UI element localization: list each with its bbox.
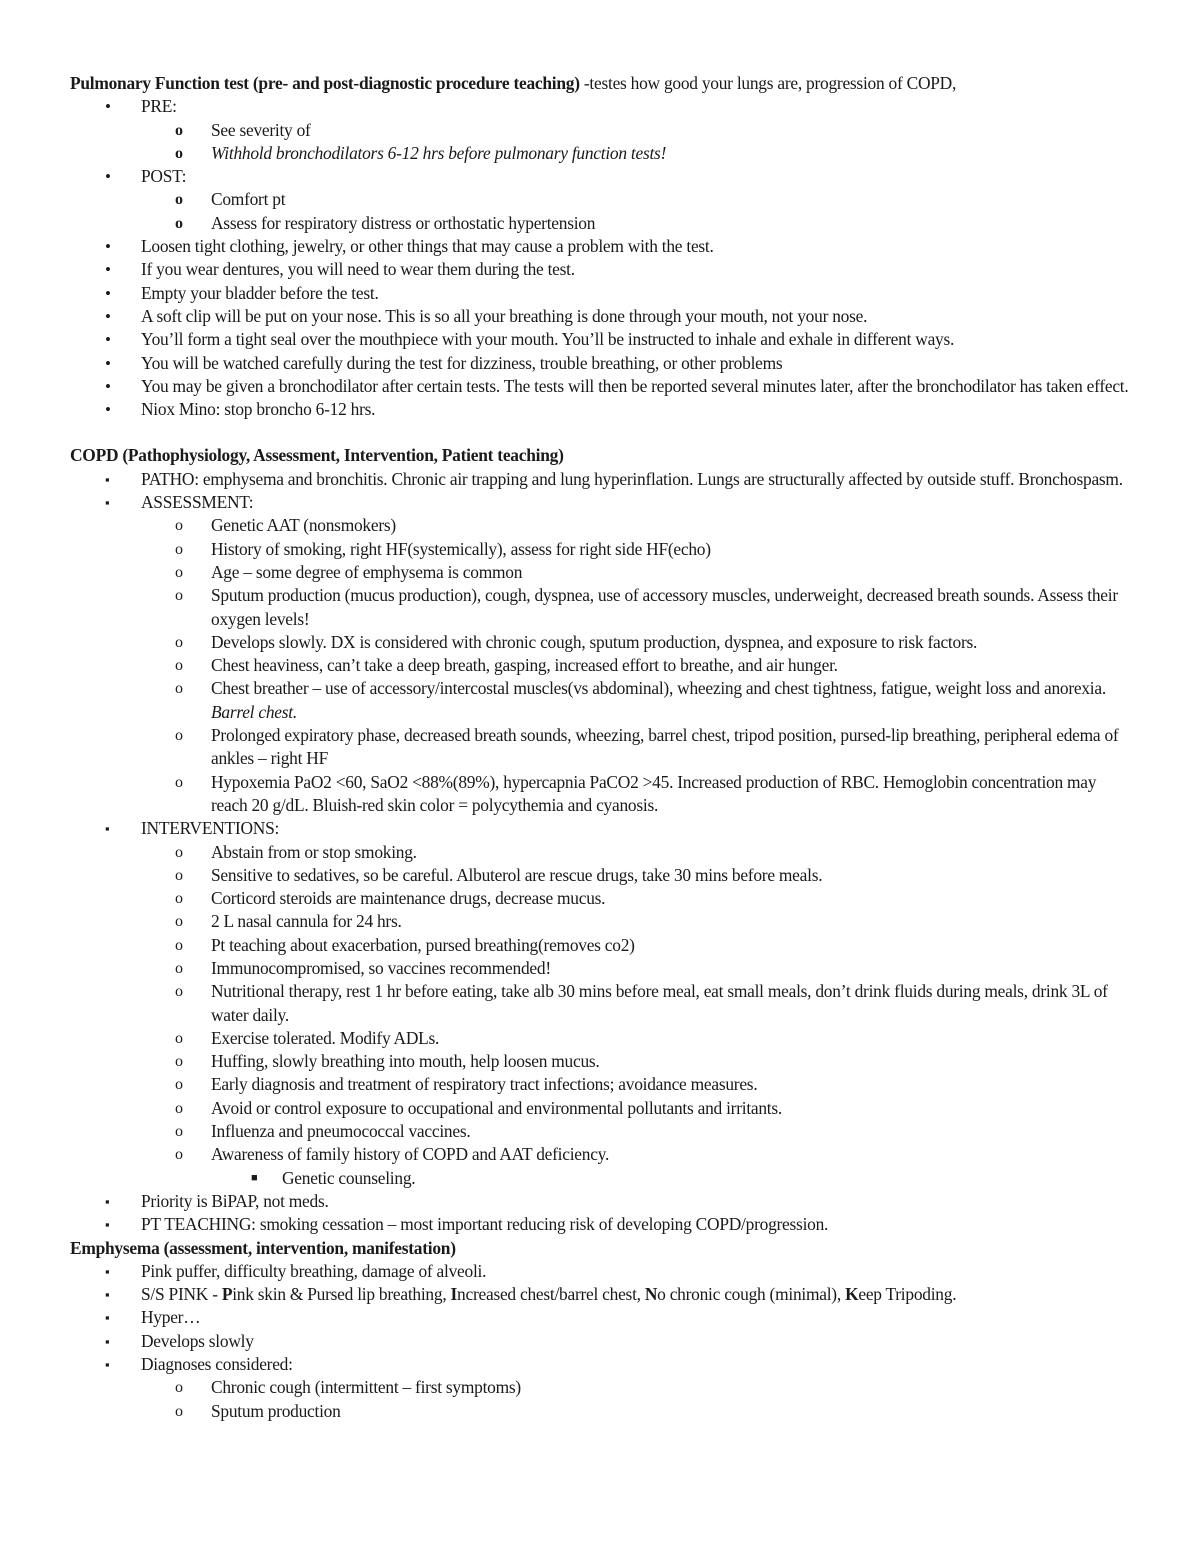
- list-item: [70, 1260, 1130, 1283]
- circle-bullet-icon: o: [175, 773, 183, 791]
- section-pulmonary-function-test: [70, 72, 1130, 421]
- list-item: [70, 282, 1130, 305]
- sub-list-item: [70, 584, 1130, 631]
- bullet-icon: ▪: [105, 821, 110, 837]
- item-text: ASSESSMENT:: [141, 492, 254, 513]
- sub-list-item: [70, 934, 1130, 957]
- circle-bullet-icon: o: [175, 144, 183, 162]
- circle-bullet-icon: o: [175, 959, 183, 977]
- item-text: Huffing, slowly breathing into mouth, help loosen mucus.: [211, 1051, 600, 1072]
- circle-bullet-icon: o: [175, 680, 183, 698]
- item-text: You’ll form a tight seal over the mouthpiece with your mouth. You’ll be instructed to inhale and exhale in different ways.: [141, 329, 955, 350]
- circle-bullet-icon: o: [175, 913, 183, 931]
- circle-bullet-icon: o: [175, 1099, 183, 1117]
- circle-bullet-icon: o: [175, 633, 183, 651]
- sub-list-item: [70, 1143, 1130, 1166]
- sub-list-item: [70, 1050, 1130, 1073]
- list-item: [70, 1353, 1130, 1376]
- item-text: Pink puffer, difficulty breathing, damage of alveoli.: [141, 1260, 487, 1281]
- item-text-segment: ink skin & Pursed lip breathing,: [232, 1284, 451, 1305]
- bullet-icon: •: [105, 376, 111, 396]
- sub-list-item: [70, 864, 1130, 887]
- item-text: 2 L nasal cannula for 24 hrs.: [211, 911, 402, 932]
- list-item: [70, 1213, 1130, 1236]
- list-item: [70, 468, 1130, 491]
- sub-list-item: [70, 1097, 1130, 1120]
- square-bullet-icon: ■: [251, 1171, 258, 1184]
- item-text: Genetic AAT (nonsmokers): [211, 515, 396, 536]
- bullet-icon: ▪: [105, 471, 110, 487]
- item-text-segment: eep Tripoding.: [858, 1284, 957, 1305]
- item-text: Sputum production: [211, 1400, 341, 1421]
- bullet-icon: •: [105, 97, 111, 117]
- sub-list-item: [70, 910, 1130, 933]
- sub-list-item: [70, 142, 1130, 165]
- item-text: PRE:: [141, 96, 177, 117]
- bullet-icon: •: [105, 306, 111, 326]
- list-item: [70, 352, 1130, 375]
- sub-list-item: [70, 561, 1130, 584]
- item-text: Chronic cough (intermittent – first symptoms): [211, 1377, 521, 1398]
- item-text-emphasis: Barrel chest.: [211, 701, 297, 722]
- sub-list-item: [70, 1376, 1130, 1399]
- sub-list-item: [70, 887, 1130, 910]
- section-heading: [70, 72, 1130, 95]
- sub-list-item: [70, 538, 1130, 561]
- circle-bullet-icon: o: [175, 727, 183, 745]
- section-emphysema-assessment-intervention: [70, 1237, 1130, 1423]
- circle-bullet-icon: o: [175, 587, 183, 605]
- circle-bullet-icon: o: [175, 1053, 183, 1071]
- section-heading-title: COPD (Pathophysiology, Assessment, Intervention, Patient teaching): [70, 445, 564, 466]
- bullet-icon: •: [105, 353, 111, 373]
- circle-bullet-icon: o: [175, 540, 183, 558]
- circle-bullet-icon: o: [175, 890, 183, 908]
- circle-bullet-icon: o: [175, 1029, 183, 1047]
- circle-bullet-icon: o: [175, 1123, 183, 1141]
- item-text: Influenza and pneumococcal vaccines.: [211, 1121, 471, 1142]
- circle-bullet-icon: o: [175, 1379, 183, 1397]
- item-text-segment: ncreased chest/barrel chest,: [457, 1284, 645, 1305]
- sub-list-item: [70, 724, 1130, 771]
- sub-list-item: [70, 980, 1130, 1027]
- item-text: Pt teaching about exacerbation, pursed breathing(removes co2): [211, 934, 635, 955]
- circle-bullet-icon: o: [175, 983, 183, 1001]
- sub-list-item: [70, 631, 1130, 654]
- list-item: [70, 1306, 1130, 1329]
- document-body: [70, 72, 1130, 1423]
- item-text: Sensitive to sedatives, so be careful. Albuterol are rescue drugs, take 30 mins before meals.: [211, 864, 823, 885]
- item-text: Withhold bronchodilators 6-12 hrs before pulmonary function tests!: [211, 142, 667, 163]
- item-text-segment: o chronic cough (minimal),: [657, 1284, 846, 1305]
- item-text-segment: P: [221, 1284, 233, 1305]
- item-text: Priority is BiPAP, not meds.: [141, 1190, 329, 1211]
- bullet-icon: •: [105, 400, 111, 420]
- circle-bullet-icon: o: [175, 214, 183, 232]
- item-text-segment: K: [845, 1284, 859, 1305]
- item-text: Nutritional therapy, rest 1 hr before eating, take alb 30 mins before meal, eat small meals, don’t drink fluids during meals, drink 3L of water daily.: [211, 981, 1108, 1025]
- bullet-icon: •: [105, 237, 111, 257]
- list-item: [70, 328, 1130, 351]
- list-item: [70, 491, 1130, 514]
- bullet-icon: ▪: [105, 495, 110, 511]
- section-copd-pathophysiology-assessment: [70, 444, 1130, 1236]
- sub-sub-list-item: [70, 1167, 1130, 1190]
- bullet-icon: •: [105, 283, 111, 303]
- list-item: [70, 235, 1130, 258]
- sub-list-item: [70, 841, 1130, 864]
- sub-list-item: [70, 771, 1130, 818]
- list-item: [70, 1283, 1130, 1306]
- item-text: See severity of: [211, 119, 311, 140]
- circle-bullet-icon: o: [175, 1076, 183, 1094]
- sub-list-item: [70, 1027, 1130, 1050]
- item-text: Early diagnosis and treatment of respiratory tract infections; avoidance measures.: [211, 1074, 758, 1095]
- circle-bullet-icon: o: [175, 1402, 183, 1420]
- list-item: [70, 1190, 1130, 1213]
- bullet-icon: ▪: [105, 1357, 110, 1373]
- circle-bullet-icon: o: [175, 936, 183, 954]
- item-text: Diagnoses considered:: [141, 1354, 293, 1375]
- item-text: Hypoxemia PaO2 <60, SaO2 <88%(89%), hypercapnia PaCO2 >45. Increased production of RBC. Hemoglobin concentration may reach 20 g/dL. Bluish-red skin color = polycythemia and cyanosis.: [211, 771, 1097, 815]
- item-text: Chest heaviness, can’t take a deep breath, gasping, increased effort to breathe, and air hunger.: [211, 655, 838, 676]
- section-heading: [70, 1237, 1130, 1260]
- item-text: A soft clip will be put on your nose. This is so all your breathing is done through your mouth, not your nose.: [141, 305, 868, 326]
- item-text: Exercise tolerated. Modify ADLs.: [211, 1027, 440, 1048]
- bullet-icon: ▪: [105, 1333, 110, 1349]
- sub-list-item: [70, 119, 1130, 142]
- bullet-icon: ▪: [105, 1287, 110, 1303]
- list-item: [70, 165, 1130, 188]
- circle-bullet-icon: o: [175, 191, 183, 209]
- list-item: [70, 817, 1130, 840]
- circle-bullet-icon: o: [175, 657, 183, 675]
- item-text: Awareness of family history of COPD and AAT deficiency.: [211, 1144, 610, 1165]
- circle-bullet-icon: o: [175, 843, 183, 861]
- sub-list-item: [70, 1120, 1130, 1143]
- item-text: Corticord steroids are maintenance drugs, decrease mucus.: [211, 888, 606, 909]
- bullet-icon: •: [105, 260, 111, 280]
- sub-list-item: [70, 677, 1130, 724]
- sub-list-item: [70, 1400, 1130, 1423]
- item-text: Assess for respiratory distress or orthostatic hypertension: [211, 212, 596, 233]
- item-text: Avoid or control exposure to occupational and environmental pollutants and irritants.: [211, 1097, 783, 1118]
- section-heading-note: -testes how good your lungs are, progression of COPD,: [579, 73, 957, 93]
- bullet-icon: ▪: [105, 1217, 110, 1233]
- item-text: If you wear dentures, you will need to wear them during the test.: [141, 259, 575, 280]
- item-text: INTERVENTIONS:: [141, 818, 280, 839]
- item-text: You will be watched carefully during the test for dizziness, trouble breathing, or other problems: [141, 352, 783, 373]
- sub-list-item: [70, 654, 1130, 677]
- list-item: [70, 375, 1130, 398]
- circle-bullet-icon: o: [175, 517, 183, 535]
- item-text: Immunocompromised, so vaccines recommended!: [211, 957, 551, 978]
- item-text: Chest breather – use of accessory/intercostal muscles(vs abdominal), wheezing and chest tightness, fatigue, weight loss and anorexia.: [211, 678, 1106, 699]
- bullet-icon: •: [105, 167, 111, 187]
- circle-bullet-icon: o: [175, 563, 183, 581]
- circle-bullet-icon: o: [175, 121, 183, 139]
- bullet-icon: ▪: [105, 1193, 110, 1209]
- sub-list-item: [70, 188, 1130, 211]
- item-text-segment: I: [450, 1284, 458, 1305]
- item-text: Develops slowly: [141, 1330, 254, 1351]
- list-item: [70, 258, 1130, 281]
- item-text: You may be given a bronchodilator after certain tests. The tests will then be reported several minutes later, after the bronchodilator has taken effect.: [141, 375, 1129, 396]
- item-text: Empty your bladder before the test.: [141, 282, 379, 303]
- item-text: Loosen tight clothing, jewelry, or other things that may cause a problem with the test.: [141, 236, 714, 257]
- sub-list-item: [70, 1073, 1130, 1096]
- circle-bullet-icon: o: [175, 1146, 183, 1164]
- section-heading-title: Pulmonary Function test (pre- and post-diagnostic procedure teaching): [70, 73, 580, 93]
- list-item: [70, 95, 1130, 118]
- item-text-segment: S/S PINK -: [141, 1284, 222, 1305]
- item-text: PT TEACHING: smoking cessation – most important reducing risk of developing COPD/progression.: [141, 1214, 829, 1235]
- item-text: Prolonged expiratory phase, decreased breath sounds, wheezing, barrel chest, tripod position, pursed-lip breathing, peripheral edema of ankles – right HF: [211, 725, 1119, 769]
- bullet-icon: •: [105, 330, 111, 350]
- bullet-icon: ▪: [105, 1263, 110, 1279]
- bullet-icon: ▪: [105, 1310, 110, 1326]
- sub-list-item: [70, 957, 1130, 980]
- item-text-segment: N: [644, 1284, 658, 1305]
- sub-list-item: [70, 212, 1130, 235]
- item-text: Hyper…: [141, 1307, 201, 1328]
- circle-bullet-icon: o: [175, 866, 183, 884]
- item-text: Sputum production (mucus production), cough, dyspnea, use of accessory muscles, underweight, decreased breath sounds. Assess their oxygen levels!: [211, 585, 1118, 629]
- sub-list-item: [70, 514, 1130, 537]
- item-text: Abstain from or stop smoking.: [211, 841, 417, 862]
- item-text: Comfort pt: [211, 189, 286, 210]
- item-text: PATHO: emphysema and bronchitis. Chronic air trapping and lung hyperinflation. Lungs are structurally affected by outside stuff. Bronchospasm.: [141, 468, 1123, 489]
- item-text: Genetic counseling.: [282, 1167, 416, 1188]
- section-heading: [70, 444, 1130, 467]
- item-text: POST:: [141, 166, 187, 187]
- item-text: Develops slowly. DX is considered with chronic cough, sputum production, dyspnea, and exposure to risk factors.: [211, 631, 978, 652]
- list-item: [70, 1330, 1130, 1353]
- list-item: [70, 305, 1130, 328]
- item-text: History of smoking, right HF(systemically), assess for right side HF(echo): [211, 538, 711, 559]
- section-heading-title: Emphysema (assessment, intervention, manifestation): [70, 1237, 456, 1258]
- item-text: Niox Mino: stop broncho 6-12 hrs.: [141, 399, 376, 420]
- list-item: [70, 398, 1130, 421]
- item-text: Age – some degree of emphysema is common: [211, 561, 523, 582]
